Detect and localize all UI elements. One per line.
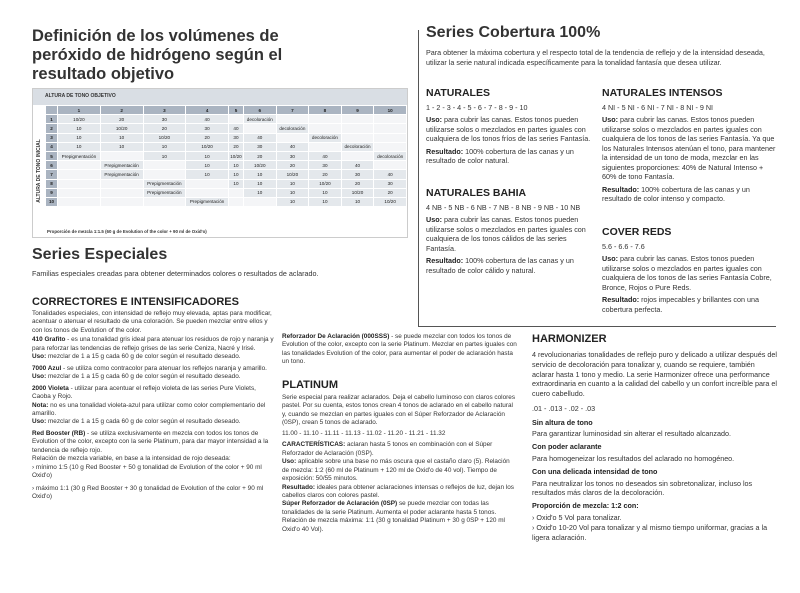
table-row [46,133,407,142]
table-row-header: 5 [46,151,58,160]
table-cell [143,161,186,170]
correctores-title: CORRECTORES E INTENSIFICADORES [32,296,239,308]
table-row-header: 9 [46,188,58,197]
table-cell: 40 [276,142,309,151]
table-cell: 10 [100,142,143,151]
table-cell [309,115,342,124]
table-cell [58,170,101,179]
red-booster-block: Red Booster (RB) - se utiliza exclusivamente en mezcla con todos los tonos de Evolution of the color, excepto con la serie Platinum, para dar mayor intensidad a la tendencia de reflejo rojo. [32,429,269,454]
table-cell: 10 [228,161,243,170]
table-cell: 10/20 [143,133,186,142]
table-cell: 20 [244,151,277,160]
bahia-section [426,187,598,275]
table-cell: 10 [276,197,309,206]
table-cell [228,197,243,206]
rb-minimo: › mínimo 1:5 (10 g Red Booster + 50 g tonalidad de Evolution of the color + 90 ml Oxid'o) [32,463,262,480]
azul-uso: Uso: mezclar de 1 a 15 g cada 60 g de color según el resultado deseado. [32,373,241,381]
platinum-codes: 11.00 - 11.10 - 11.11 - 11.13 - 11.02 - 11.20 - 11.21 - 11.32 [282,429,446,437]
table-cell: 10 [244,188,277,197]
harmonizer-title: HARMONIZER [532,333,607,345]
table-cell: 10 [58,133,101,142]
table-cell: 40 [374,170,407,179]
table-cell: 20 [143,124,186,133]
peroxide-volume-table [32,88,408,238]
table-cell: 10 [186,161,229,170]
row-axis-label: ALTURA DE TONO INICIAL [36,139,42,203]
table-cell: 10 [244,170,277,179]
table-header-label: ALTURA DE TONO OBJETIVO [45,93,116,99]
title-line-2: peróxido de hidrógeno según el [32,46,283,64]
table-cell [143,170,186,179]
table-cell: 30 [309,161,342,170]
table-cell: 10/20 [58,115,101,124]
correctores-intro: Tonalidades especiales, con intensidad de reflejo muy elevada, aptas para modificar, acentuar o atenuar el resultado de una coloración. Se pueden mezclar entre ellos y con los tonos de Evolution of the color. [32,310,272,334]
harmonizer-prop-title: Proporción de mezcla: 1:2 con: [532,501,639,511]
intensos-title: NATURALES INTENSOS [602,87,723,99]
table-row [46,170,407,179]
correctores-column [32,310,276,502]
platinum-column [282,394,518,534]
table-row [46,151,407,160]
table-cell: 40 [309,151,342,160]
table-row [46,188,407,197]
table-cell: 10 [58,124,101,133]
table-cell: 20 [100,115,143,124]
table-cell: decoloración [341,142,374,151]
table-cell: 10 [228,179,243,188]
table-cell: 10/20 [276,170,309,179]
table-cell: decoloración [374,151,407,160]
harmonizer-prop-1: › Oxid'o 5 Vol para tonalizar. [532,512,622,522]
cover-reds-section [602,226,778,314]
table-cell: 10 [186,151,229,160]
harmonizer-con-text: Para homogeneizar los resultados del aclarado no homogéneo. [532,454,735,464]
table-cell: 30 [228,133,243,142]
table-cell: 10/20 [341,188,374,197]
intensos-section [602,87,778,204]
table-cell: 30 [374,179,407,188]
table-cell [309,142,342,151]
table-cell [100,197,143,206]
table-cell [341,115,374,124]
table-cell: decoloración [309,133,342,142]
table-column-header: 6 [244,106,277,115]
table-cell [374,142,407,151]
table-row [46,161,407,170]
table-footnote: Proporción de mezcla 1:1.5 (60 g de Evolution of the color + 90 ml de Oxid'o) [47,229,207,234]
table-cell [244,197,277,206]
table-cell: Prepigmentación [143,179,186,188]
table-cell [100,179,143,188]
especiales-title: Series Especiales [32,246,168,263]
table-row [46,197,407,206]
cobertura-divider-vertical [418,30,419,327]
bahia-resultado: Resultado: 100% cobertura de las canas y un resultado de color cálido y natural. [426,256,574,275]
bahia-title: NATURALES BAHIA [426,187,527,199]
bahia-codes: 4 NB - 5 NB - 6 NB - 7 NB - 8 NB - 9 NB - 10 NB [426,202,581,212]
table-cell [341,124,374,133]
table-cell [276,115,309,124]
table-cell: 20 [186,133,229,142]
naturales-resultado: Resultado: 100% cobertura de las canas y un resultado de color natural. [426,146,574,166]
cover-reds-resultado: Resultado: rojos impecables y brillantes con una cobertura perfecta. [602,295,759,314]
table-cell [58,161,101,170]
table-cell: 10 [143,151,186,160]
naturales-codes: 1 - 2 - 3 - 4 - 5 - 6 - 7 - 8 - 9 - 10 [426,102,528,112]
bahia-uso: Uso: para cubrir las canas. Estos tonos pueden utilizarse solos o mezclados en partes iguales con cualquiera de los tonos cálidos de las series Fantasía. [426,215,586,253]
table-cell: 20 [309,170,342,179]
table-cell [58,179,101,188]
table-cell: Prepigmentación [100,161,143,170]
violeta-nota: Nota: no es una tonalidad violeta-azul para utilizar como color complementario del amarillo. [32,401,266,417]
table-cell [309,124,342,133]
platinum-title: PLATINUM [282,379,339,391]
table-grid [45,105,407,207]
harmonizer-delicada-title: Con una delicada intensidad de tono [532,466,658,476]
table-cell: 30 [244,142,277,151]
platinum-uso: Uso: aplicable sobre una base no más oscura que el castaño claro (5). Relación de mezcla: 1:2 (60 ml de Platinum + 120 ml de Oxid'o de 40 vol). Tiempo de exposición: 50/55 minutos. [282,458,510,483]
rb-maximo: › máximo 1:1 (30 g Red Booster + 30 g tonalidad de Evolution of the color + 90 ml Oxid'o) [32,484,264,501]
table-cell: 40 [228,124,243,133]
table-cell: 10 [143,142,186,151]
title-line-1: Definición de los volúmenes de [32,27,279,45]
table-cell [186,179,229,188]
cobertura-title: Series Cobertura 100% [426,24,601,41]
title-line-3: resultado objetivo [32,65,175,83]
table-cell: 20 [276,161,309,170]
table-cell: 30 [341,170,374,179]
harmonizer-prop-2: › Oxid'o 10-20 Vol para tonalizar y al mismo tiempo uniformar, gracias a la ligera aclaración. [532,522,768,542]
table-cell: 10/20 [309,179,342,188]
cobertura-divider-horizontal [418,326,776,327]
cover-reds-uso: Uso: para cubrir las canas. Estos tonos pueden utilizarse solos o mezclados en partes iguales con cualquiera de los tonos de las series Fantasía Cobre, Bronce, Rojos o Pure Reds. [602,254,772,292]
table-cell: 10/20 [228,151,243,160]
grafito-block: 410 Grafito - es una tonalidad gris ideal para atenuar los residuos de rojo y naranja y para reforzar las tendencias de reflejo grises de las serie Ceniza, Nacré y Irisé. [32,336,274,352]
table-cell [100,151,143,160]
table-cell [186,188,229,197]
table-cell: decoloración [276,124,309,133]
table-row-header: 10 [46,197,58,206]
grafito-uso: Uso: mezclar de 1 a 15 g cada 60 g de color según el resultado deseado. [32,353,241,361]
table-cell: 10 [228,170,243,179]
table-cell: 10/20 [100,124,143,133]
table-row-header: 2 [46,124,58,133]
table-row [46,115,407,124]
table-cell [341,151,374,160]
table-column-header-row [46,106,407,115]
table-cell: 20 [374,188,407,197]
table-column-header: 9 [341,106,374,115]
platinum-caracteristicas: CARACTERÍSTICAS: aclaran hasta 5 tonos en combinación con el Súper Reforzador de Aclaración (0SP). [282,441,493,457]
intensos-resultado: Resultado: 100% cobertura de las canas y un resultado de color intenso y compacto. [602,184,750,204]
table-cell [374,115,407,124]
table-cell: Prepigmentación [186,197,229,206]
azul-block: 7000 Azul - se utiliza como contracolor para atenuar los reflejos naranja y amarillo. [32,364,267,372]
table-column-header: 1 [58,106,101,115]
table-cell [228,115,243,124]
table-column-header: 4 [186,106,229,115]
table-cell: 10 [309,197,342,206]
table-cell: decoloración [244,115,277,124]
table-row-header: 7 [46,170,58,179]
violeta-uso: Uso: mezclar de 1 a 15 g cada 60 g de color según el resultado deseado. [32,418,241,426]
intensos-uso: Uso: para cubrir las canas. Estos tonos pueden utilizarse solos o mezclados en partes iguales con cualquiera de los tonos de las series Fantasía. Ya que los Naturales Intensos atenúan el tono, para mantener la intensidad de un tono de moda, mezclar en las siguientes proporciones: 40% de Natural Intenso + 60% de tono Fantasía. [602,115,776,182]
intensos-codes: 4 NI - 5 NI - 6 NI - 7 NI - 8 NI - 9 NI [602,102,714,112]
table-cell: 10 [276,188,309,197]
table-cell: 10 [58,142,101,151]
reforzador-block: Reforzador De Aclaración (000SSS) - se puede mezclar con todos los tonos de Evolution of the color, excepto con la serie Platinum. Mezclar en partes iguales con las tonalidades Evolution of the color, para aumentar el poder de aclaración hasta un tono. [282,333,517,366]
table-row-header: 1 [46,115,58,124]
table-cell: 10/20 [374,197,407,206]
table-cell: Prepigmentación [58,151,101,160]
table-cell: 20 [228,142,243,151]
table-cell: 10 [100,133,143,142]
rb-relacion: Relación de mezcla variable, en base a la intensidad de rojo deseada: [32,455,231,463]
table-cell: 10/20 [244,161,277,170]
table-cell: 30 [143,115,186,124]
cobertura-intro: Para obtener la máxima cobertura y el respecto total de la tendencia de reflejo y de la intensidad deseada, utilizar la serie natural indicada específicamente para la tonalidad fantasía que desea utilizar. [426,48,765,67]
table-header-bar [33,89,407,105]
harmonizer-column [532,350,778,542]
table-cell: 30 [276,151,309,160]
platinum-resultado: Resultado: ideales para obtener aclaraciones intensas o reflejos de luz, dejan los cabellos claros con colores pastel. [282,483,514,499]
super-reforzador-block: Súper Reforzador de Aclaración (0SP) se puede mezclar con todas las tonalidades de la serie Platinum. Aumenta el poder aclarante hasta 5 tonos. Relación de mezcla máxima: 1:1 (30 g tonalidad Platinum + 30 g 0SP + 120 ml Oxid'o 40 Vol). [282,500,505,533]
page-title [32,27,412,84]
table-cell: 30 [186,124,229,133]
table-row [46,124,407,133]
table-cell: Prepigmentación [100,170,143,179]
harmonizer-con-title: Con poder aclarante [532,442,602,452]
harmonizer-delicada-text: Para neutralizar los tonos no deseados sin sobretonalizar, incluso los resultados más claros de la decoloración. [532,478,753,498]
table-corner [46,106,58,115]
table-cell [276,133,309,142]
table-row-header: 3 [46,133,58,142]
table-column-header: 10 [374,106,407,115]
table-cell [374,133,407,142]
harmonizer-sin-text: Para garantizar luminosidad sin alterar el resultado alcanzado. [532,429,731,439]
table-cell [341,133,374,142]
table-column-header: 3 [143,106,186,115]
table-cell: 40 [244,133,277,142]
especiales-subtitle: Familias especiales creadas para obtener determinados colores o resultados de aclarado. [32,269,319,278]
table-cell: 10 [341,197,374,206]
table-row-header: 6 [46,161,58,170]
harmonizer-sin-title: Sin altura de tono [532,417,593,427]
table-column-header: 5 [228,106,243,115]
table-cell: 10 [186,170,229,179]
harmonizer-codes: .01 - .013 - .02 - .03 [532,403,596,413]
table-column-header: 7 [276,106,309,115]
table-row [46,179,407,188]
platinum-intro: Serie especial para realizar aclarados. Deja el cabello luminoso con claros colores pastel. Por su cuenta, estos tonos crean 4 tonos de aclarado en el cabello natural y, cuando se mezclan en partes iguales con el Súper Reforzador de Aclaración (0SP), crean 5 tonos de aclarado. [282,394,516,427]
table-row-header: 8 [46,179,58,188]
naturales-uso: Uso: para cubrir las canas. Estos tonos pueden utilizarse solos o mezclados en partes iguales con cualquiera de los tonos fríos de las series Fantasía. [426,115,591,144]
table-row-header: 4 [46,142,58,151]
table-cell [58,197,101,206]
violeta-block: 2000 Violeta - utilizar para acentuar el reflejo violeta de las series Pure Violets, Caoba y Rojo. [32,384,256,401]
table-cell [244,124,277,133]
naturales-title: NATURALES [426,87,490,99]
table-cell [143,197,186,206]
table-row [46,142,407,151]
table-cell [374,161,407,170]
table-cell: 10 [276,179,309,188]
table-cell [58,188,101,197]
cover-reds-codes: 5.6 - 6.6 - 7.6 [602,241,645,251]
table-column-header: 8 [309,106,342,115]
table-cell [100,188,143,197]
table-cell: 10 [244,179,277,188]
table-cell: 10 [309,188,342,197]
cover-reds-title: COVER REDS [602,226,672,238]
table-cell [228,188,243,197]
table-cell: Prepigmentación [143,188,186,197]
table-cell [374,124,407,133]
table-cell: 20 [341,179,374,188]
table-cell: 40 [341,161,374,170]
table-column-header: 2 [100,106,143,115]
harmonizer-intro: 4 revolucionarias tonalidades de reflejo puro y delicado a utilizar después del servicio de decoloración para tonalizar y, cuando se requiere, también aclarar hasta 1 tono y medio. La serie Harmonizer ofrece una performance extraordinaria en cuanto a la calidad del cabello y un confort increíble para el cuero cabelludo. [532,350,777,399]
table-cell: 10/20 [186,142,229,151]
naturales-section [426,87,598,166]
table-cell: 40 [186,115,229,124]
